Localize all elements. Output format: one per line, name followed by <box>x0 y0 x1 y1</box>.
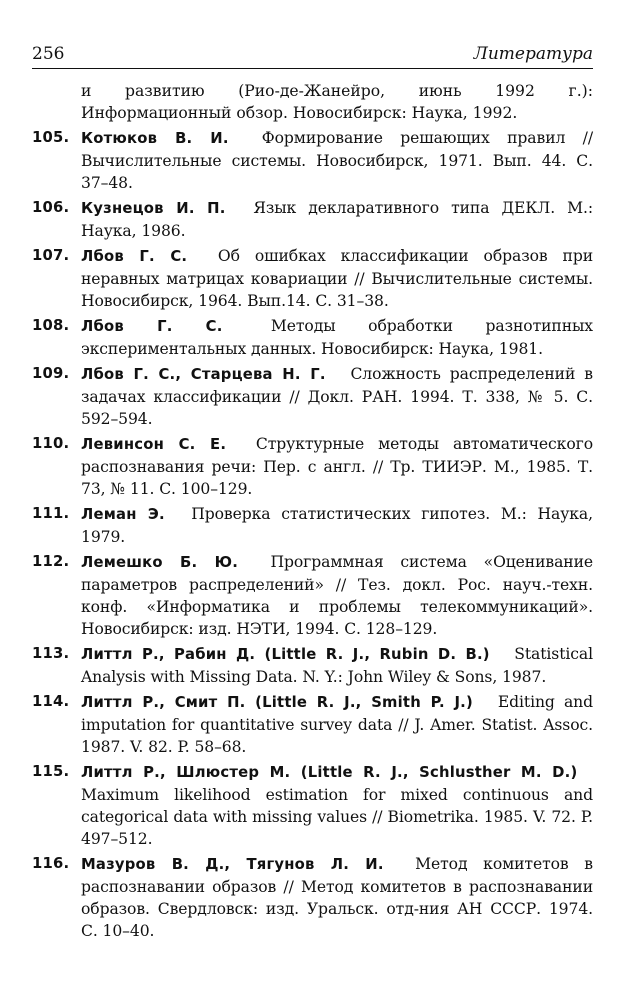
reference-entry-109 <box>32 363 593 430</box>
reference-text: Язык декларативного типа ДЕКЛ. М.: Наука, 1986. <box>81 199 593 240</box>
reference-authors: Литтл Р., Рабин Д. (Little R. J., Rubin D. B.) <box>81 646 490 663</box>
reference-list <box>32 80 593 942</box>
reference-number: 112. <box>32 553 70 570</box>
reference-number: 116. <box>32 855 70 872</box>
reference-text: Методы обработки разнотипных экспериментальных данных. Новосибирск: Наука, 1981. <box>81 317 593 358</box>
reference-authors: Лбов Г. С. <box>81 248 188 265</box>
reference-authors: Леман Э. <box>81 506 165 523</box>
reference-entry-107 <box>32 245 593 312</box>
reference-number: 114. <box>32 693 70 710</box>
reference-entry-105 <box>32 127 593 194</box>
reference-authors: Лемешко Б. Ю. <box>81 554 239 571</box>
reference-text: Проверка статистических гипотез. М.: Наука, 1979. <box>81 505 593 546</box>
reference-number: 109. <box>32 365 70 382</box>
reference-text: Структурные методы автоматического распознавания речи: Пер. с англ. // Тр. ТИИЭР. М., 1985. Т. 73, № 11. С. 100–129. <box>81 435 593 498</box>
reference-entry-114 <box>32 691 593 758</box>
reference-number: 115. <box>32 763 70 780</box>
reference-authors: Мазуров В. Д., Тягунов Л. И. <box>81 856 384 873</box>
reference-number: 106. <box>32 199 70 216</box>
reference-authors: Левинсон С. Е. <box>81 436 227 453</box>
page-number: 256 <box>32 44 65 64</box>
reference-text: Statistical Analysis with Missing Data. N. Y.: John Wiley & Sons, 1987. <box>81 645 593 686</box>
reference-number: 113. <box>32 645 70 662</box>
reference-authors: Лбов Г. С. <box>81 318 223 335</box>
reference-number: 111. <box>32 505 70 522</box>
reference-entry-110 <box>32 433 593 500</box>
page-header <box>32 40 593 69</box>
book-page <box>32 40 593 945</box>
reference-text: Сложность распределений в задачах классификации // Докл. РАН. 1994. Т. 338, № 5. С. 592–594. <box>81 365 593 428</box>
reference-number: 108. <box>32 317 70 334</box>
reference-authors: Котюков В. И. <box>81 130 229 147</box>
reference-entry-112 <box>32 551 593 640</box>
reference-entry-111 <box>32 503 593 548</box>
reference-continuation: и развитию (Рио-де-Жанейро, июнь 1992 г.): Информационный обзор. Новосибирск: Наука, 1992. <box>81 82 593 122</box>
reference-text: Программная система «Оценивание параметров распределений» // Тез. докл. Рос. науч.-техн. конф. «Информатика и проблемы телекоммуникаций». Новосибирск: изд. НЭТИ, 1994. С. 128–129. <box>81 553 593 638</box>
reference-authors: Лбов Г. С., Старцева Н. Г. <box>81 366 326 383</box>
reference-entry-116 <box>32 853 593 942</box>
reference-entry-115 <box>32 761 593 850</box>
reference-entry-113 <box>32 643 593 688</box>
reference-number: 110. <box>32 435 70 452</box>
reference-text: Editing and imputation for quantitative survey data // J. Amer. Statist. Assoc. 1987. V. 82. P. 58–68. <box>81 693 593 756</box>
reference-text: Maximum likelihood estimation for mixed continuous and categorical data with missing values // Biometrika. 1985. V. 72. P. 497–512. <box>81 786 593 848</box>
reference-authors: Литтл Р., Шлюстер М. (Little R. J., Schlusther M. D.) <box>81 764 578 781</box>
reference-text: Метод комитетов в распознавании образов // Метод комитетов в распознавании образов. Свердловск: изд. Уральск. отд-ния АН СССР. 1974. С. 10–40. <box>81 855 593 940</box>
reference-number: 107. <box>32 247 70 264</box>
reference-entry-106 <box>32 197 593 242</box>
reference-authors: Литтл Р., Смит П. (Little R. J., Smith P. J.) <box>81 694 473 711</box>
running-title: Литература <box>473 44 593 64</box>
reference-number: 105. <box>32 129 70 146</box>
reference-authors: Кузнецов И. П. <box>81 200 226 217</box>
reference-entry-108 <box>32 315 593 360</box>
reference-text: Формирование решающих правил // Вычислительные системы. Новосибирск, 1971. Вып. 44. С. 37–48. <box>81 129 593 192</box>
reference-text: Об ошибках классификации образов при неравных матрицах ковариации // Вычислительные системы. Новосибирск, 1964. Вып.14. С. 31–38. <box>81 247 594 310</box>
